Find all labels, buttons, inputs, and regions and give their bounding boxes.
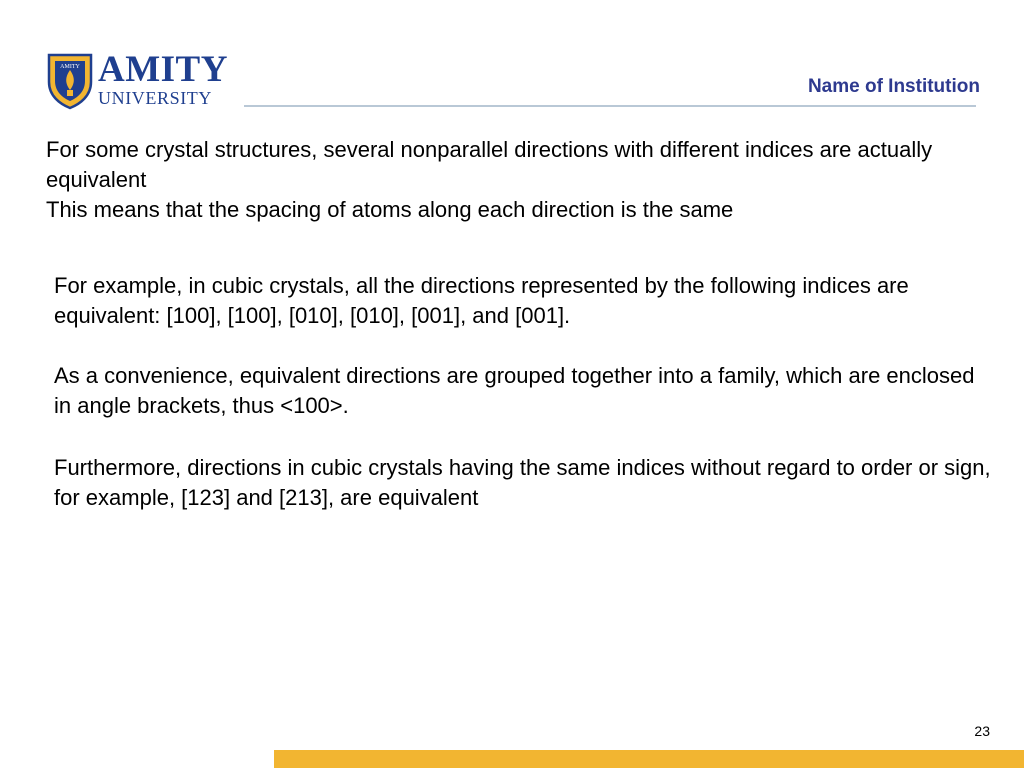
- logo-amity-text: AMITY: [98, 49, 228, 90]
- header-divider: [244, 105, 976, 107]
- p1-line2: This means that the spacing of atoms along each direction is the same: [46, 197, 734, 222]
- paragraph-cubic-example: For example, in cubic crystals, all the directions represented by the following indices are equivalent: [100], [100], [010], [010], [001], and [001].: [54, 273, 909, 328]
- logo-wordmark: [98, 49, 228, 108]
- footer-accent-bar: [274, 750, 1024, 768]
- amity-shield-icon: [46, 52, 94, 110]
- page-number: 23: [974, 723, 990, 739]
- paragraph-family-brackets: As a convenience, equivalent directions are grouped together into a family, which are enclosed in angle brackets, thus <100>.: [54, 363, 975, 418]
- logo-university-text: UNIVERSITY: [98, 88, 212, 108]
- amity-logo: [46, 49, 228, 112]
- institution-name: Name of Institution: [807, 76, 980, 97]
- paragraph-equivalent-directions: [46, 135, 1006, 225]
- shield-text: AMITY: [60, 64, 80, 70]
- paragraph-order-sign: Furthermore, directions in cubic crystals having the same indices without regard to order or sign, for example, [123] and [213], are equivalent: [54, 455, 991, 510]
- p1-line1: For some crystal structures, several nonparallel directions with different indices are actually equivalent: [46, 137, 933, 192]
